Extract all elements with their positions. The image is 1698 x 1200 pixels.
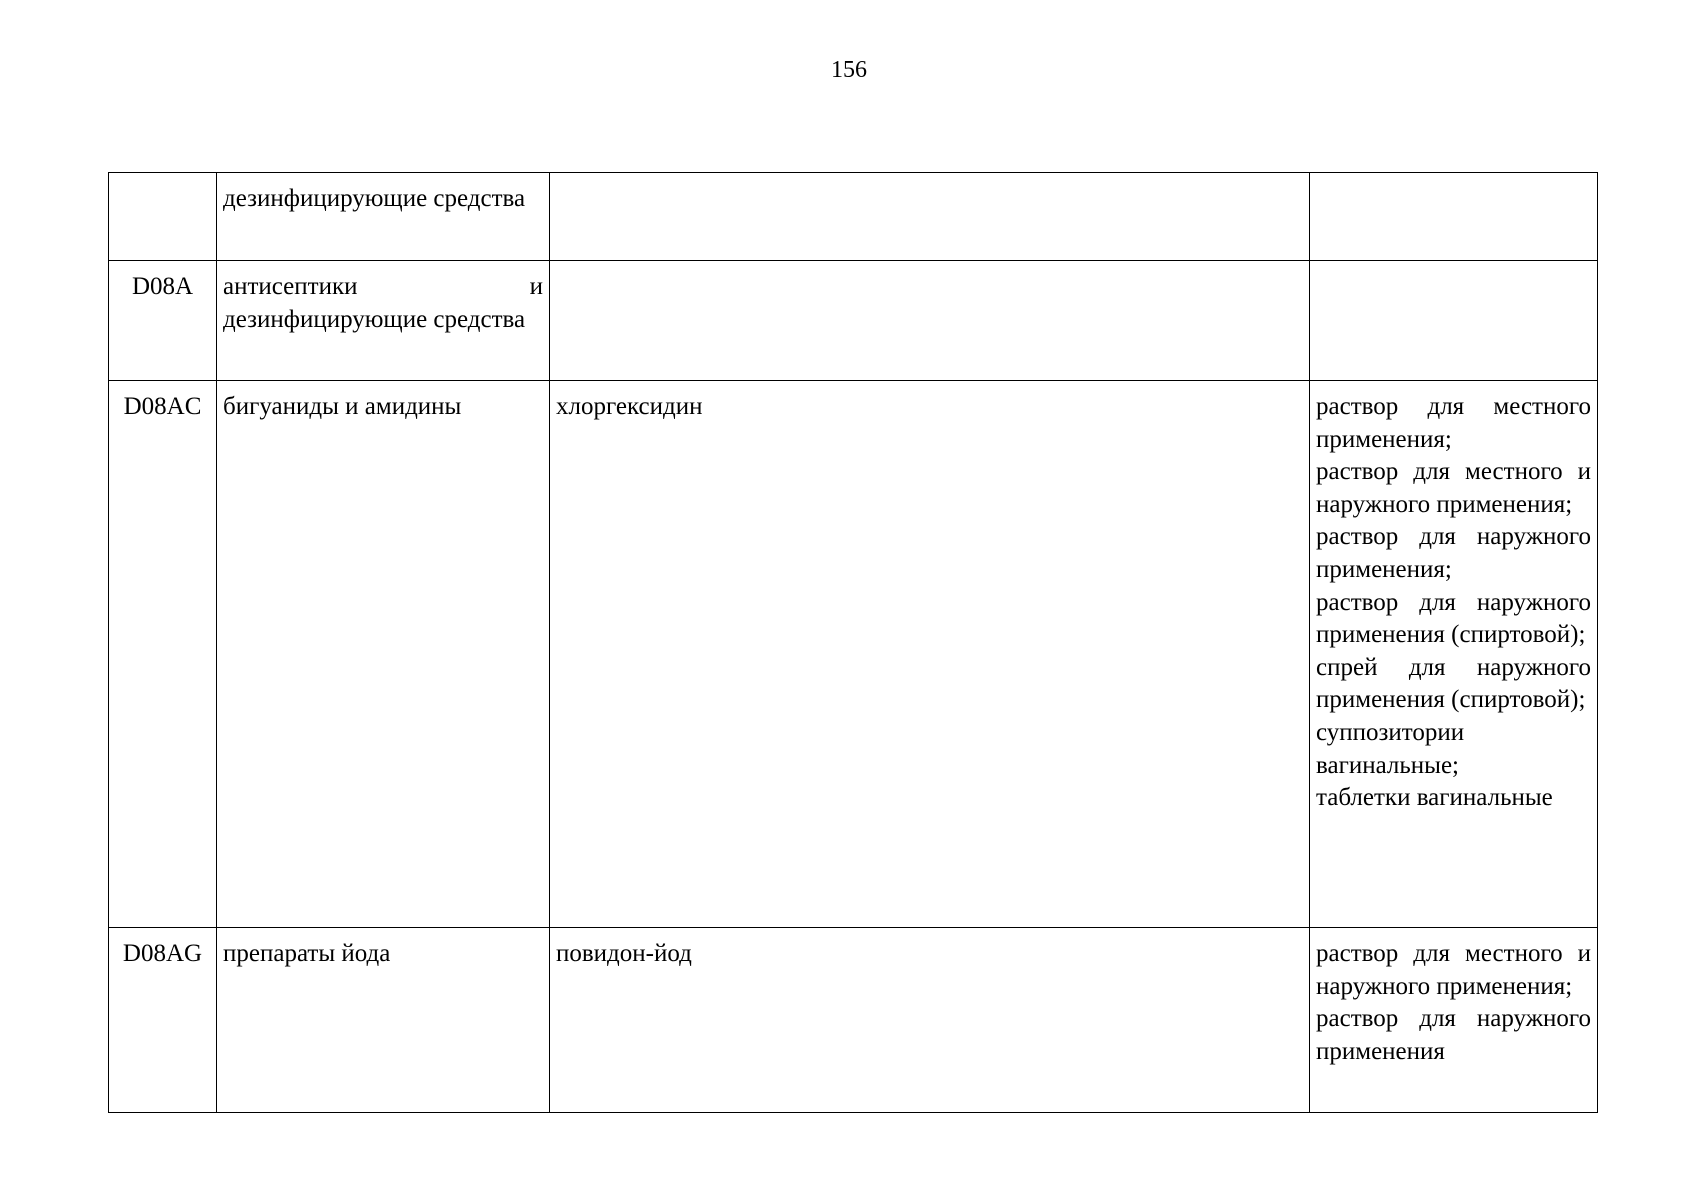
atc-group-text: дезинфицирующие средства bbox=[223, 305, 526, 333]
atc-group-cell bbox=[217, 928, 550, 1113]
dosage-form-item: раствор для наружного применения (спиртовой); bbox=[1316, 588, 1591, 649]
dosage-form-item: раствор для местного и наружного применения; bbox=[1316, 940, 1591, 1000]
dosage-form-item: раствор для местного и наружного применения; bbox=[1316, 458, 1591, 518]
table-row bbox=[109, 928, 1598, 1113]
atc-group-text: препараты йода bbox=[223, 940, 391, 967]
drug-table bbox=[108, 172, 1598, 1113]
table-row bbox=[109, 261, 1598, 381]
substance-cell: повидон-йод bbox=[550, 928, 1310, 1113]
dosage-form-cell bbox=[1310, 928, 1598, 1113]
atc-group-text: антисептики и bbox=[223, 273, 543, 300]
page-number: 156 bbox=[831, 57, 867, 83]
dosage-form-cell bbox=[1310, 261, 1598, 381]
dosage-form-item: раствор для местного применения; bbox=[1316, 393, 1591, 453]
table-row bbox=[109, 173, 1598, 261]
table-row bbox=[109, 381, 1598, 928]
atc-group-cell bbox=[217, 261, 550, 381]
dosage-form-item: раствор для наружного применения; bbox=[1316, 523, 1591, 583]
atc-code-cell bbox=[109, 173, 217, 261]
dosage-form-cell bbox=[1310, 381, 1598, 928]
dosage-form-item: раствор для наружного применения bbox=[1316, 1005, 1591, 1065]
atc-code-cell: D08AC bbox=[109, 381, 217, 928]
dosage-form-item: таблетки вагинальные bbox=[1316, 784, 1553, 812]
substance-cell: хлоргексидин bbox=[550, 381, 1310, 928]
atc-group-text: дезинфицирующие средства bbox=[223, 185, 526, 212]
substance-cell bbox=[550, 173, 1310, 261]
atc-code-cell: D08A bbox=[109, 261, 217, 381]
atc-group-cell bbox=[217, 173, 550, 261]
dosage-form-item: суппозитории вагинальные; bbox=[1316, 718, 1465, 779]
atc-group-text: бигуаниды и амидины bbox=[223, 393, 462, 420]
dosage-form-item: спрей для наружного применения (спиртовой); bbox=[1316, 653, 1591, 714]
atc-group-cell bbox=[217, 381, 550, 928]
atc-code-cell: D08AG bbox=[109, 928, 217, 1113]
dosage-form-cell bbox=[1310, 173, 1598, 261]
substance-cell bbox=[550, 261, 1310, 381]
